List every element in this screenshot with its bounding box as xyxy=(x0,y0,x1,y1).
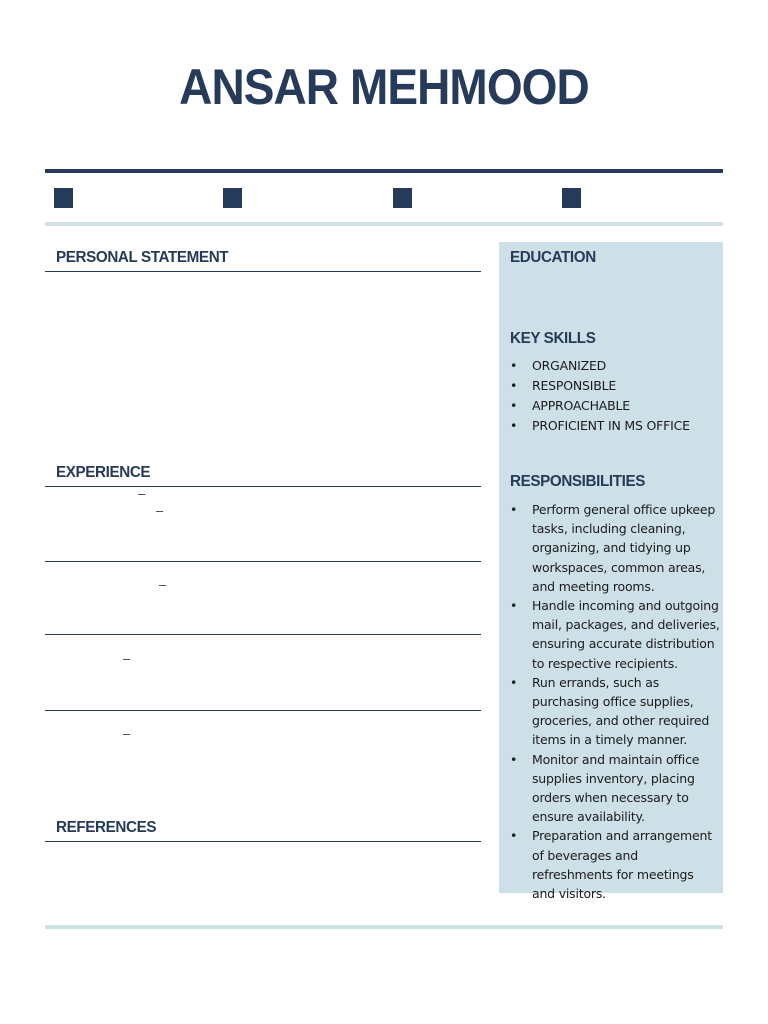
references-heading: REFERENCES xyxy=(56,819,157,836)
key-skills-heading: KEY SKILLS xyxy=(510,330,596,347)
phone-icon xyxy=(54,188,73,208)
experience-dash: – xyxy=(159,577,167,592)
header-rule-light xyxy=(45,222,723,226)
sidebar xyxy=(499,242,723,902)
list-item: • Preparation and arrangement of beverages and refreshments for meetings and visitors. xyxy=(510,826,720,903)
resume-name: ANSAR MEHMOOD xyxy=(179,59,589,115)
experience-rule xyxy=(45,486,481,487)
header-rule-dark xyxy=(45,169,723,173)
list-item: • RESPONSIBLE xyxy=(510,376,720,396)
experience-dash: – xyxy=(138,486,146,501)
list-item: • APPROACHABLE xyxy=(510,396,720,416)
responsibilities-heading: RESPONSIBILITIES xyxy=(510,473,645,490)
experience-heading: EXPERIENCE xyxy=(56,464,151,481)
list-item: • Handle incoming and outgoing mail, packages, and deliveries, ensuring accurate distribution to respective recipients. xyxy=(510,596,720,673)
list-item: • Perform general office upkeep tasks, including cleaning, organizing, and tidying up workspaces, common areas, and meeting rooms. xyxy=(510,500,720,596)
list-item: • Run errands, such as purchasing office supplies, groceries, and other required items in a timely manner. xyxy=(510,673,720,750)
experience-dash: – xyxy=(123,726,131,741)
website-icon xyxy=(562,188,581,208)
personal-statement-heading: PERSONAL STATEMENT xyxy=(56,249,229,266)
personal-statement-rule xyxy=(45,271,481,272)
experience-divider xyxy=(45,561,481,562)
experience-divider xyxy=(45,634,481,635)
list-item: • ORGANIZED xyxy=(510,356,720,376)
footer-rule xyxy=(45,925,723,929)
responsibilities-list xyxy=(510,500,720,903)
linkedin-icon xyxy=(393,188,412,208)
list-item: • Monitor and maintain office supplies inventory, placing orders when necessary to ensure availability. xyxy=(510,750,720,827)
experience-dash: – xyxy=(156,503,164,518)
key-skills-list xyxy=(510,356,720,436)
list-item: • PROFICIENT IN MS OFFICE xyxy=(510,416,720,436)
email-icon xyxy=(223,188,242,208)
references-rule xyxy=(45,841,481,842)
experience-divider xyxy=(45,710,481,711)
experience-dash: – xyxy=(123,651,131,666)
education-heading: EDUCATION xyxy=(510,249,596,266)
